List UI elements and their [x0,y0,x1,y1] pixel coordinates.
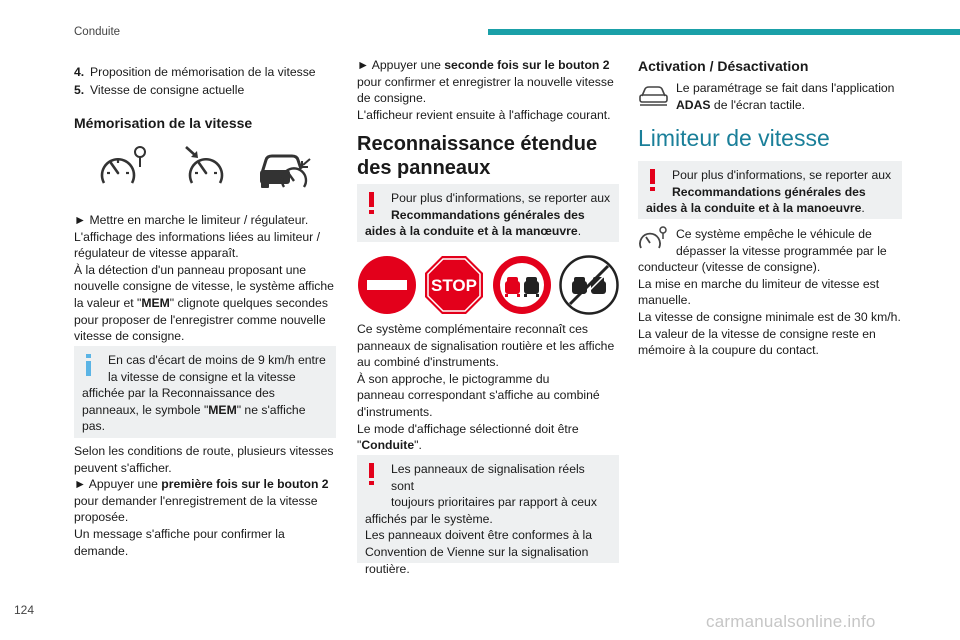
warning-icon [645,169,661,191]
numbered-list [74,64,336,98]
speedometer-pin-icon [96,143,156,193]
no-overtaking-sign-icon [492,255,552,315]
header-accent-bar [488,29,960,35]
car-speed-icon [256,143,316,193]
section-title: Conduite [74,26,121,38]
recognition-description: Ce système complémentaire reconnaît ces panneaux de signalisation routière et les affiche au combiné d'instruments. À son approche, le pictogramme du panneau correspondant s'affiche au combiné d'instruments. Le mode d'affichage sélectionné doit être "Conduite". [357,322,615,453]
speed-memo-icons [74,143,336,193]
warning-icon [364,192,380,214]
speedometer-set-icon [184,143,244,193]
road-signs-row [357,255,619,315]
chapter-heading: Limiteur de vitesse [638,125,830,151]
warning-note: Les panneaux de signalisation réels sont toujours prioritaires par rapport à ceux affichés par le système. Les panneaux doivent être conformes à la Convention de Vienne sur la signalisation routière. [357,455,619,563]
warning-icon [364,463,380,485]
section-heading: Reconnaissance étendue des panneaux [357,133,598,179]
list-item: 5. Vitesse de consigne actuelle [74,82,245,97]
info-note: En cas d'écart de moins de 9 km/h entre la vitesse de consigne et la vitesse affichée par la Reconnaissance des panneaux, le symbole "MEM" ne s'affiche pas. [74,346,336,438]
confirm-procedure: ► Appuyer une seconde fois sur le bouton 2 pour confirmer et enregistrer la nouvelle vitesse de consigne. L'afficheur revient ensuite à l'affichage courant. [357,58,614,122]
no-entry-sign-icon [357,255,417,315]
svg-text:STOP: STOP [431,276,478,295]
activation-text: Le paramétrage se fait dans l'application ADAS de l'écran tactile. [676,81,895,112]
car-outline-icon [638,83,668,107]
info-icon [81,354,97,376]
limiter-description: Ce système empêche le véhicule de dépasser la vitesse programmée par le conducteur (vitesse de consigne). La mise en marche du limiteur de vitesse est manuelle. La vitesse de consigne minimale est de 30 km/h. La valeur de la vitesse de consigne reste en mémoire à la coupure du contact. [638,227,901,358]
end-of-no-overtaking-sign-icon [559,255,619,315]
section-heading: Activation / Désactivation [638,58,809,74]
list-item: 4. Proposition de mémorisation de la vitesse [74,65,316,79]
warning-note: Pour plus d'informations, se reporter aux Recommandations générales des aides à la conduite et à la manoeuvre. [638,161,902,219]
warning-note: Pour plus d'informations, se reporter aux Recommandations générales des aides à la conduite et à la manœuvre. [357,184,619,242]
page-number: 124 [14,603,35,617]
watermark: carmanualsonline.info [706,612,876,631]
stop-sign-icon [424,255,484,315]
section-heading: Mémorisation de la vitesse [74,115,253,131]
memo-procedure: ► Mettre en marche le limiteur / régulateur. L'affichage des informations liées au limiteur / régulateur de vitesse apparaît. À la détection d'un panneau proposant une nouvelle consigne de vitesse, le système affiche la valeur et "MEM" clignote quelques secondes pour proposer de l'enregistrer comme nouvelle vitesse de consigne. [74,213,334,344]
memo-steps: Selon les conditions de route, plusieurs vitesses peuvent s'afficher. ► Appuyer une première fois sur le bouton 2 pour demander l'enregistrement de la vitesse proposée. Un message s'affiche pour confirmer la demande. [74,444,334,558]
